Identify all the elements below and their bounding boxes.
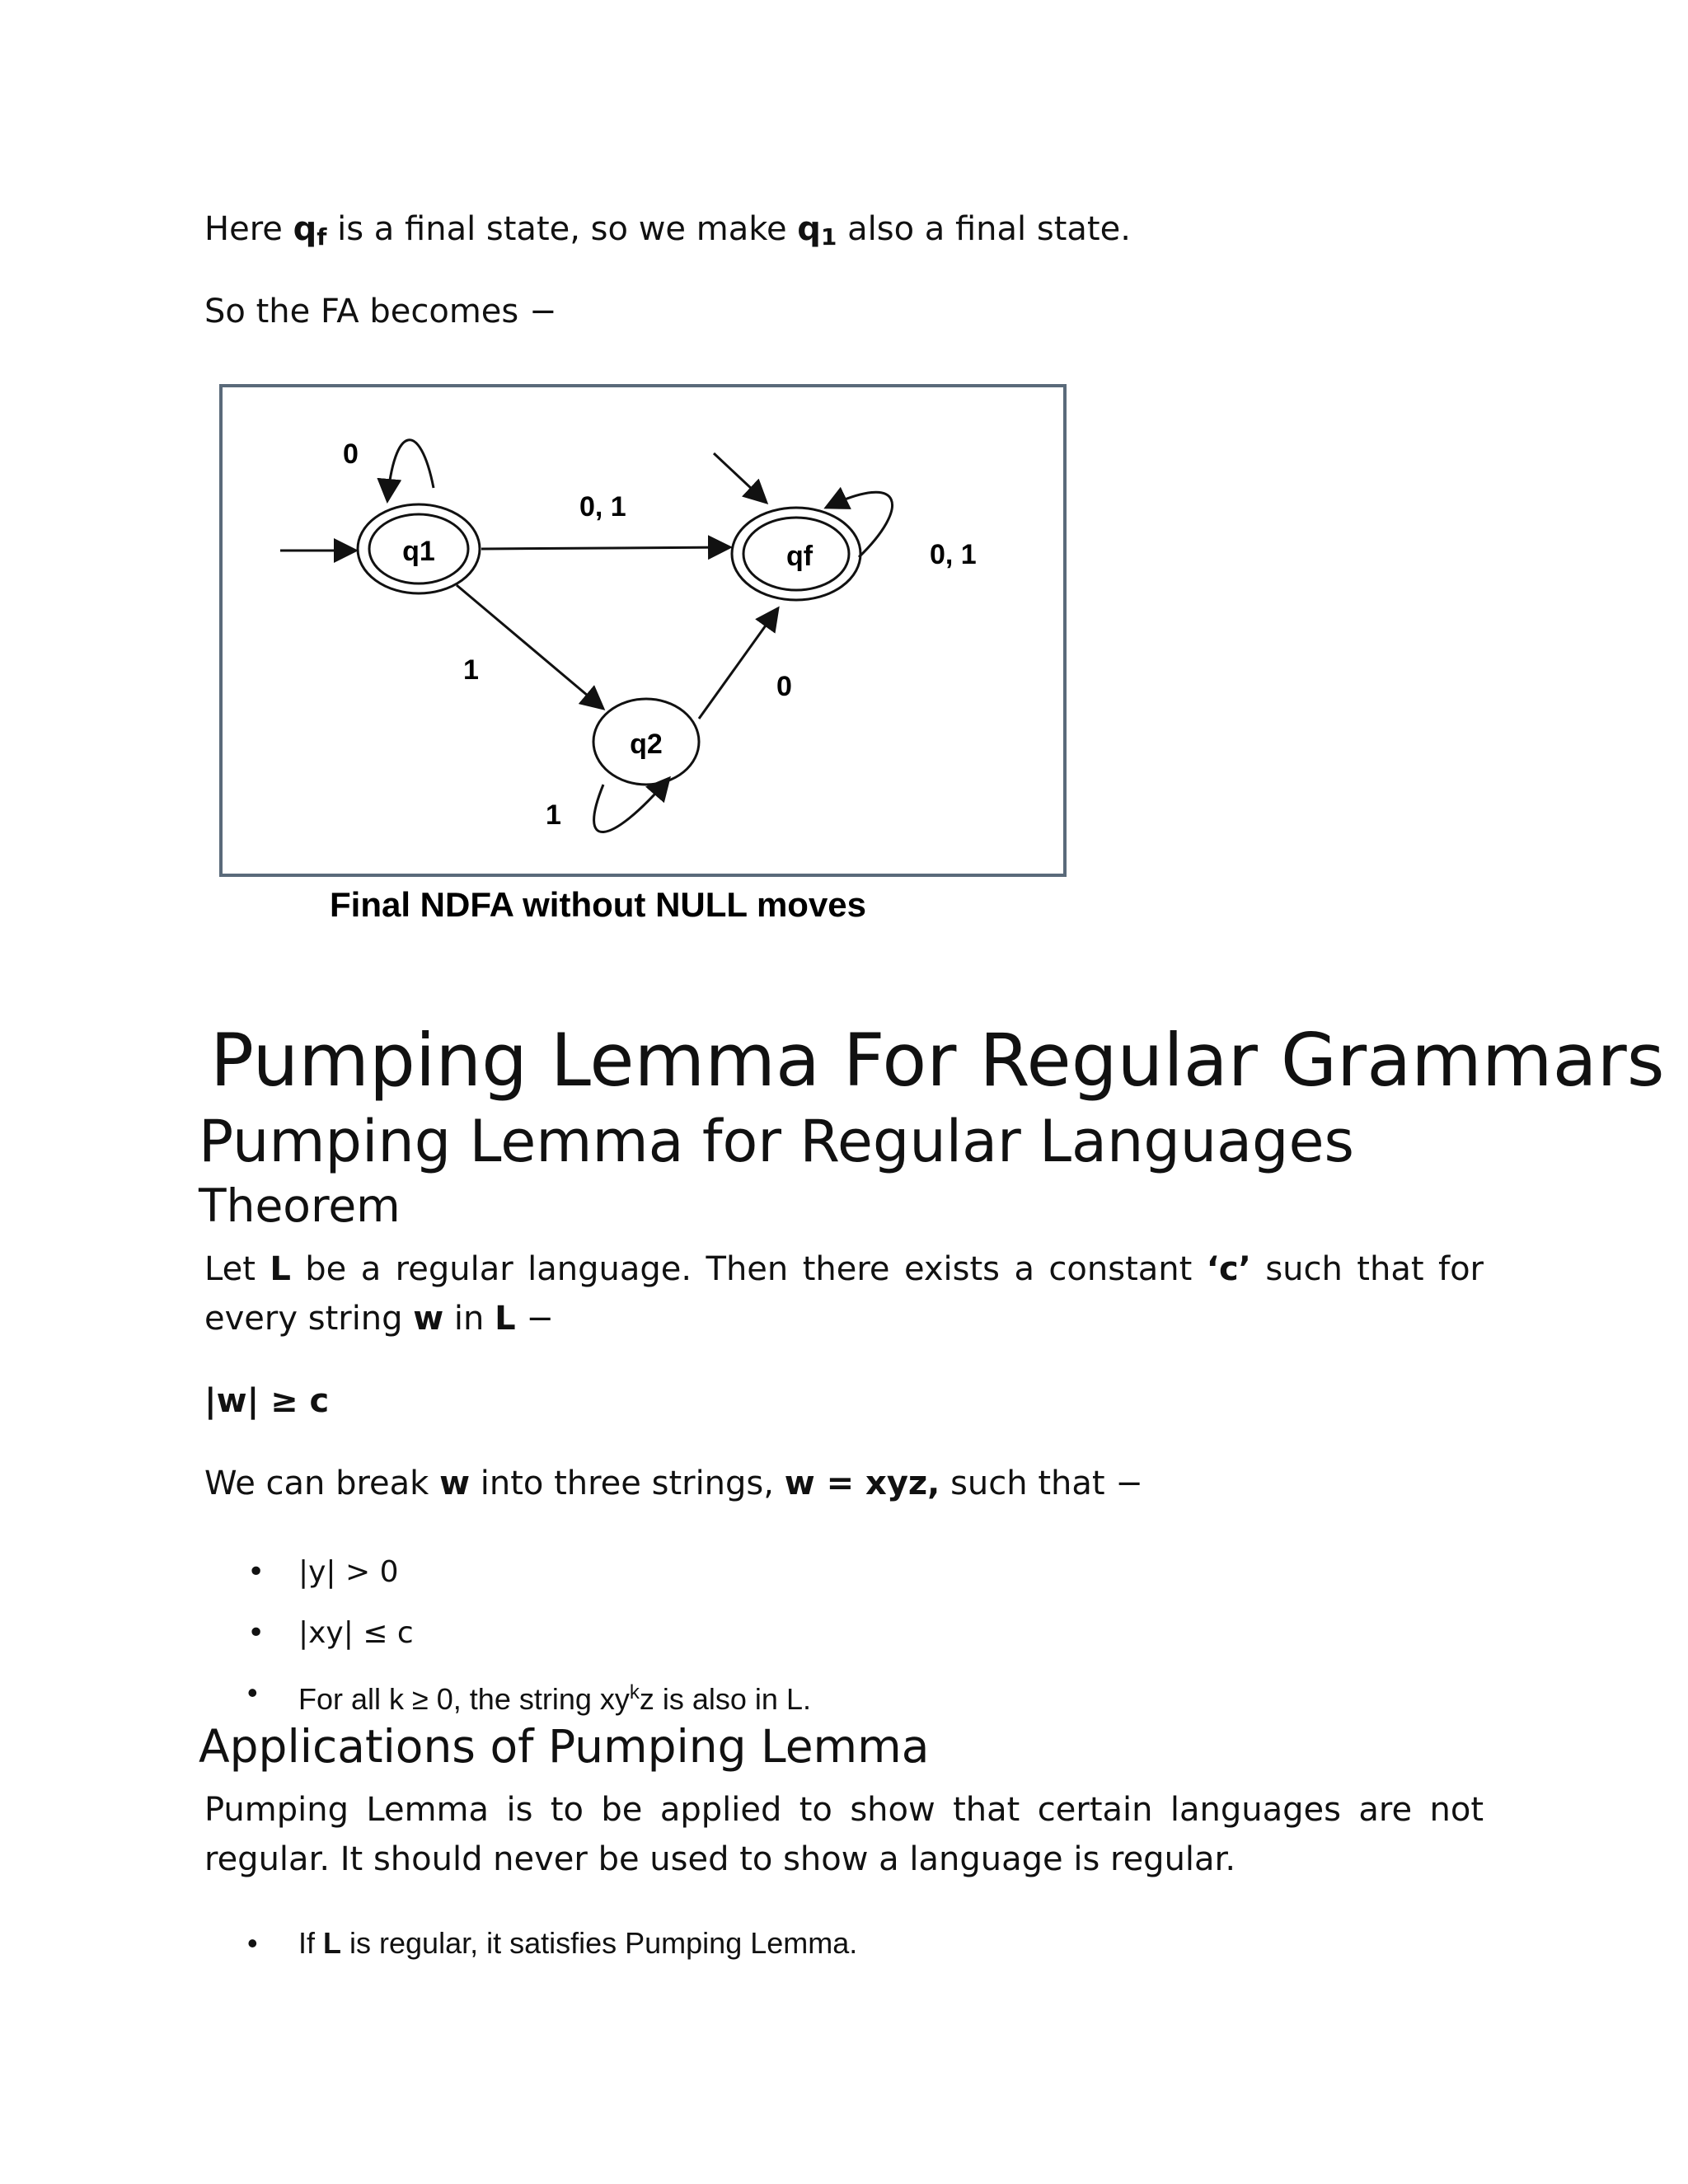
bullet-icon: • xyxy=(247,1616,265,1650)
q1-qf-label: 0, 1 xyxy=(579,491,626,523)
theorem-paragraph: Let L be a regular language. Then there exists a constant ‘c’ such that for every string w in L − xyxy=(204,1250,1484,1338)
state-q2-node xyxy=(593,699,699,785)
theorem-heading: Theorem xyxy=(199,1179,401,1232)
state-qf-node xyxy=(732,508,860,600)
text: also a final state. xyxy=(837,210,1131,248)
text: is a final state, so we make xyxy=(326,210,798,248)
bullet-icon: • xyxy=(247,1675,258,1709)
ndfa-diagram xyxy=(204,363,1078,931)
diagram-caption: Final NDFA without NULL moves xyxy=(330,885,867,924)
bullet-icon: • xyxy=(247,1555,265,1589)
page-title: Pumping Lemma For Regular Grammars xyxy=(210,1018,1665,1103)
qf-loop-label: 0, 1 xyxy=(930,539,977,570)
q2-loop-label: 1 xyxy=(546,799,561,831)
intro-paragraph-2: So the FA becomes − xyxy=(204,293,557,330)
text: Here xyxy=(204,210,293,248)
applications-heading: Applications of Pumping Lemma xyxy=(199,1720,930,1773)
q1-qf-edge xyxy=(481,547,730,549)
q2-qf-label: 0 xyxy=(776,671,792,702)
intro-paragraph-1 xyxy=(204,204,1131,262)
state-qf-label: qf xyxy=(785,541,814,572)
section-heading: Pumping Lemma for Regular Languages xyxy=(199,1108,1354,1175)
bullet-icon: • xyxy=(247,1926,258,1960)
state-q1-label: q1 xyxy=(402,536,435,567)
state-q2-label: q2 xyxy=(630,729,663,760)
state-qf: $q_f$ xyxy=(293,210,327,251)
state-q1-node xyxy=(358,504,480,593)
theorem-condition: |w| ≥ c xyxy=(204,1382,330,1420)
break-paragraph: We can break w into three strings, w = xyz, such that − xyxy=(204,1465,1143,1502)
q1-loop-label: 0 xyxy=(343,438,359,470)
state-q1: $q_1$ xyxy=(797,210,837,251)
applications-paragraph: Pumping Lemma is to be applied to show that certain languages are not regular. It should never be used to show a language is regular. xyxy=(204,1791,1484,1878)
q1-q2-label: 1 xyxy=(463,654,479,686)
